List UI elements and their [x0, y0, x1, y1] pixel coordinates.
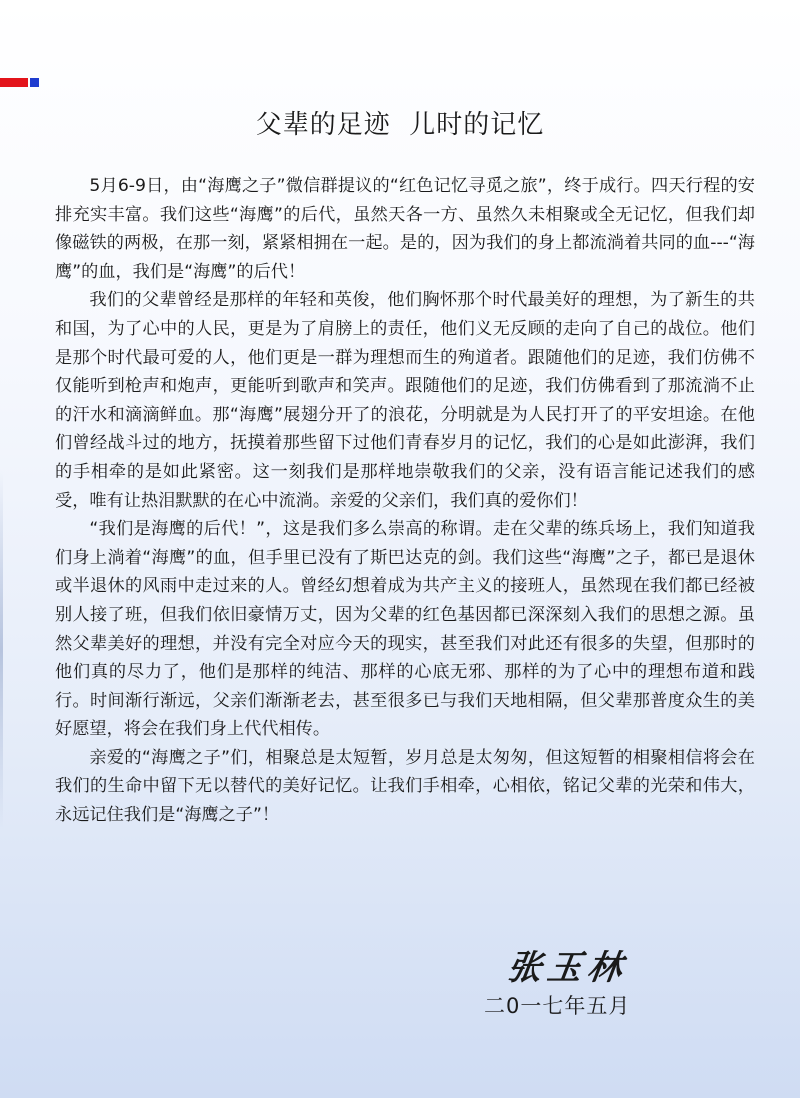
left-edge-line: [0, 470, 3, 830]
blue-square-mark: [30, 78, 39, 87]
page-title: 父辈的足迹 儿时的记忆: [255, 110, 545, 140]
date-line: 二0一七年五月: [484, 994, 631, 1018]
red-bar-mark: [0, 78, 28, 87]
paragraph-2: 我们的父辈曾经是那样的年轻和英俊，他们胸怀那个时代最美好的理想，为了新生的共和国，为了心中的人民，更是为了肩膀上的责任，他们义无反顾的走向了自己的战位。他们是那个时代最可爱的人，他们更是一群为理想而生的殉道者。跟随他们的足迹，我们仿佛不仅能听到枪声和炮声，更能听到歌声和笑声。跟随他们的足迹，我们仿佛看到了那流淌不止的汗水和滴滴鲜血。那“海鹰”展翅分开了的浪花，分明就是为人民打开了的平安坦途。在他们曾经战斗过的地方，抚摸着那些留下过他们青春岁月的记忆，我们的心是如此澎湃，我们的手相牵的是如此紧密。这一刻我们是那样地崇敬我们的父亲，没有语言能记述我们的感受，唯有让热泪默默的在心中流淌。亲爱的父亲们，我们真的爱你们！: [55, 290, 755, 511]
paragraph-3: “我们是海鹰的后代！”，这是我们多么崇高的称谓。走在父辈的练兵场上，我们知道我们身上淌着“海鹰”的血，但手里已没有了斯巴达克的剑。我们这些“海鹰”之子，都已是退休或半退休的风雨中走过来的人。曾经幻想着成为共产主义的接班人，虽然现在我们都已经被别人接了班，但我们依旧豪情万丈，因为父辈的红色基因都已深深刻入我们的思想之源。虽然父辈美好的理想，并没有完全对应今天的现实，甚至我们对此还有很多的失望，但那时的他们真的尽力了，他们是那样的纯洁、那样的心底无邪、那样的为了心中的理想布道和践行。时间渐行渐远，父亲们渐渐老去，甚至很多已与我们天地相隔，但父辈那普度众生的美好愿望，将会在我们身上代代相传。: [55, 519, 755, 740]
author-signature: 张玉林: [504, 948, 631, 988]
paragraph-1: 5月6-9日，由“海鹰之子”微信群提议的“红色记忆寻觅之旅”，终于成行。四天行程的安排充实丰富。我们这些“海鹰”的后代，虽然天各一方、虽然久未相聚或全无记忆，但我们却像磁铁的两极，在那一刻，紧紧相拥在一起。是的，因为我们的身上都流淌着共同的血---“海鹰”的血，我们是“海鹰”的后代！: [55, 176, 755, 282]
corner-color-mark: [0, 78, 39, 87]
paragraph-4: 亲爱的“海鹰之子”们，相聚总是太短暂，岁月总是太匆匆，但这短暂的相聚相信将会在我们的生命中留下无以替代的美好记忆。让我们手相牵，心相依，铭记父辈的光荣和伟大，永远记住我们是“海鹰之子”！: [55, 747, 755, 826]
article-body: [55, 172, 755, 830]
